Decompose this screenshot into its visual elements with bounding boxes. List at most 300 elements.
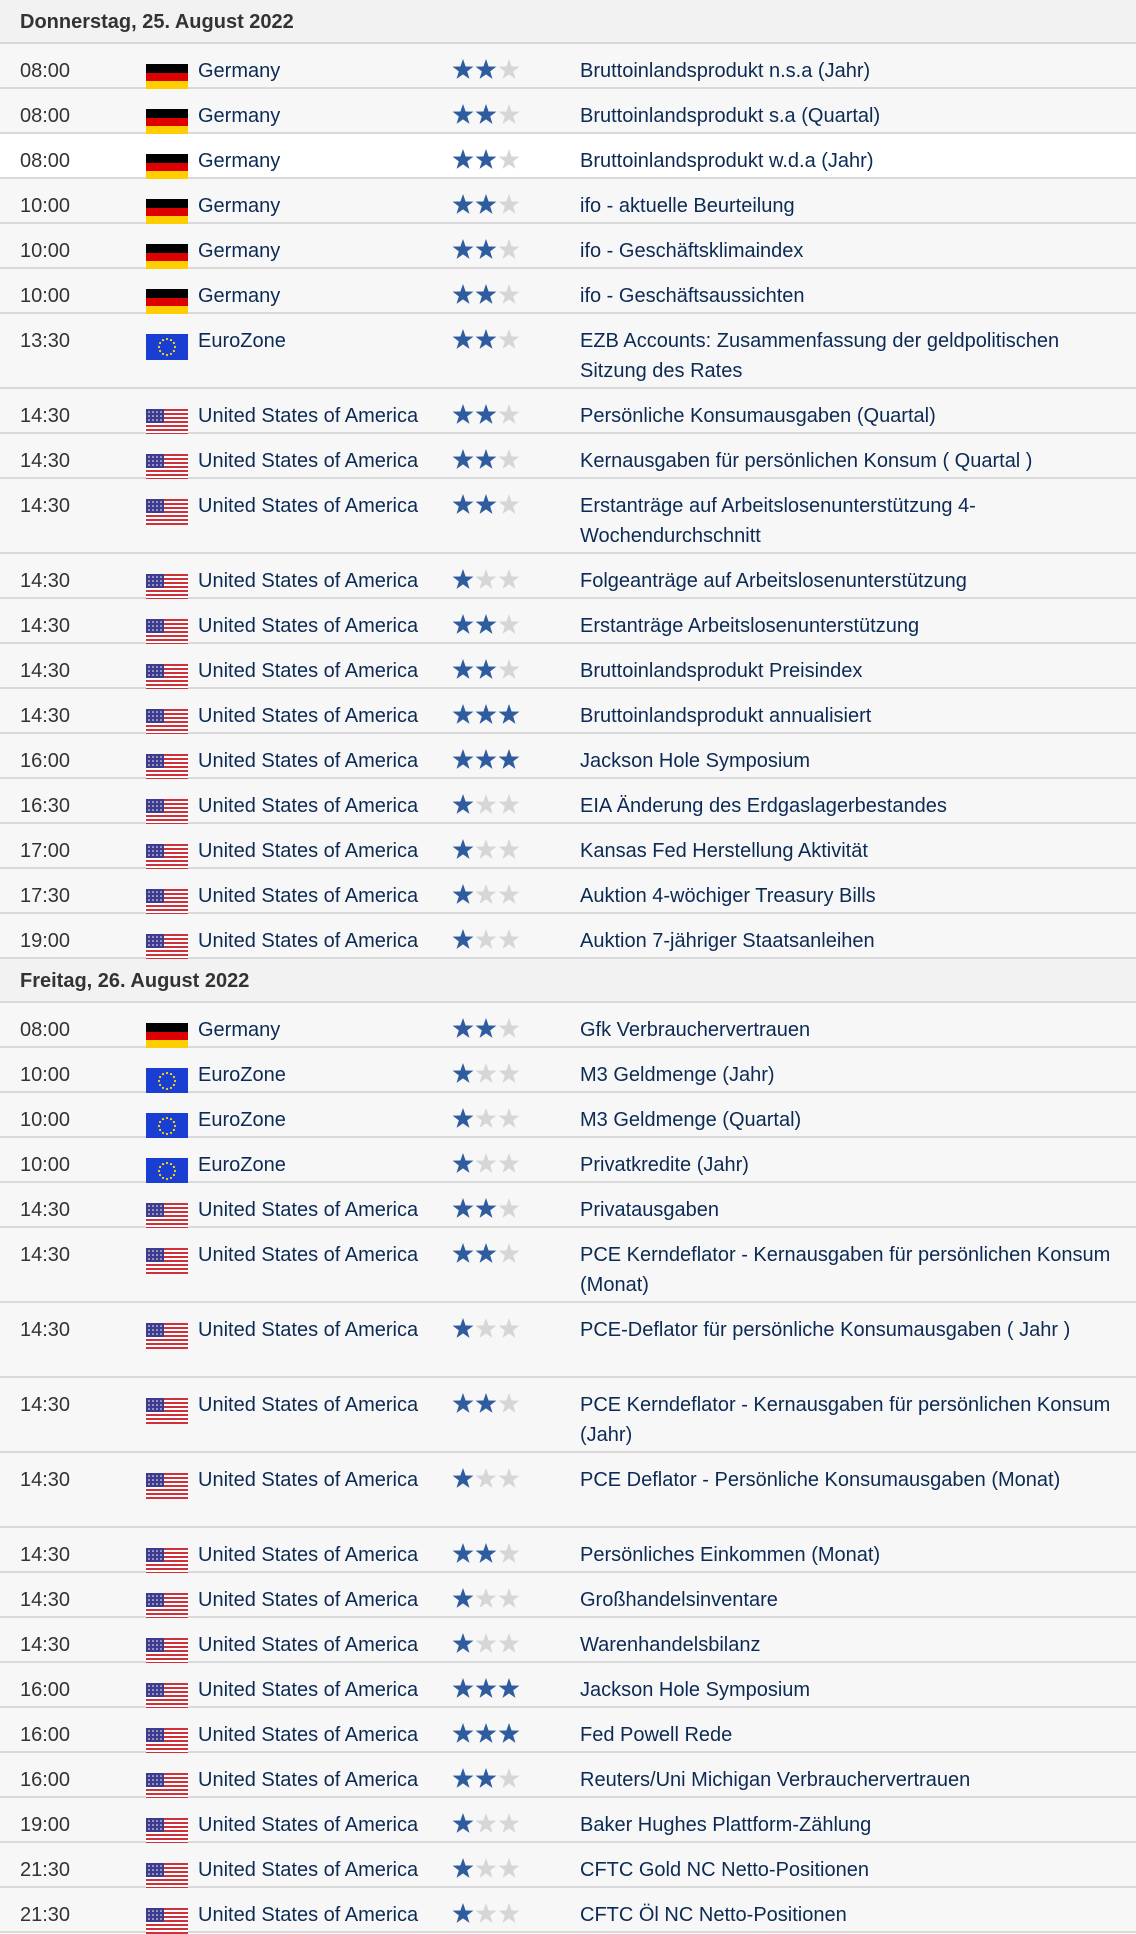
importance-rating (452, 1767, 522, 1791)
star-filled-icon (476, 704, 497, 724)
event-link[interactable]: Privatausgaben (580, 1199, 719, 1221)
event-link[interactable]: Bruttoinlandsprodukt s.a (Quartal) (580, 105, 881, 127)
importance-rating (452, 1632, 522, 1656)
star-filled-icon (476, 749, 497, 769)
us-flag-icon (146, 1638, 188, 1664)
eu-flag-icon (146, 1113, 188, 1139)
table-row[interactable] (0, 824, 1136, 869)
star-filled-icon (453, 749, 474, 769)
star-empty-icon (499, 1633, 520, 1653)
country-link[interactable]: United States of America (198, 885, 419, 907)
star-filled-icon (453, 1393, 474, 1413)
importance-rating (452, 1722, 522, 1746)
de-flag-icon (146, 289, 188, 315)
importance-rating (452, 1242, 522, 1266)
country-link[interactable]: United States of America (198, 570, 419, 592)
country-link[interactable]: Germany (198, 105, 281, 127)
table-row[interactable] (0, 224, 1136, 269)
event-time: 14:30 (20, 405, 71, 427)
table-row[interactable] (0, 779, 1136, 824)
importance-rating (452, 1062, 522, 1086)
star-filled-icon (476, 1768, 497, 1788)
event-link[interactable]: ifo - Geschäftsklimaindex (580, 240, 804, 262)
importance-rating (452, 493, 522, 517)
star-filled-icon (453, 1588, 474, 1608)
star-empty-icon (476, 1153, 497, 1173)
country-link[interactable]: United States of America (198, 750, 419, 772)
us-flag-icon (146, 409, 188, 435)
us-flag-icon (146, 454, 188, 480)
country-link[interactable]: United States of America (198, 1469, 419, 1491)
event-link[interactable]: Baker Hughes Plattform-Zählung (580, 1814, 872, 1836)
importance-rating (452, 793, 522, 817)
importance-rating (452, 403, 522, 427)
star-empty-icon (499, 329, 520, 349)
event-time: 13:30 (20, 330, 71, 352)
event-link[interactable]: Fed Powell Rede (580, 1724, 733, 1746)
star-empty-icon (499, 1063, 520, 1083)
event-time: 14:30 (20, 1199, 71, 1221)
star-filled-icon (453, 1153, 474, 1173)
importance-rating (452, 1857, 522, 1881)
event-time: 14:30 (20, 495, 71, 517)
us-flag-icon (146, 1863, 188, 1889)
table-row[interactable] (0, 1378, 1136, 1453)
de-flag-icon (146, 64, 188, 90)
importance-rating (452, 448, 522, 472)
country-link[interactable]: Germany (198, 60, 281, 82)
star-filled-icon (453, 794, 474, 814)
star-empty-icon (476, 794, 497, 814)
star-empty-icon (499, 1903, 520, 1923)
star-filled-icon (453, 1768, 474, 1788)
star-filled-icon (453, 194, 474, 214)
de-flag-icon (146, 1023, 188, 1049)
star-filled-icon (499, 704, 520, 724)
us-flag-icon (146, 1908, 188, 1934)
star-empty-icon (499, 569, 520, 589)
importance-rating (452, 1587, 522, 1611)
event-time: 14:30 (20, 615, 71, 637)
country-link[interactable]: United States of America (198, 1589, 419, 1611)
star-empty-icon (499, 839, 520, 859)
table-row[interactable] (0, 1003, 1136, 1048)
country-link[interactable]: United States of America (198, 1724, 419, 1746)
star-empty-icon (499, 104, 520, 124)
country-link[interactable]: United States of America (198, 1199, 419, 1221)
importance-rating (452, 1392, 522, 1416)
country-link[interactable]: United States of America (198, 495, 419, 517)
country-link[interactable]: EuroZone (198, 1064, 286, 1086)
star-filled-icon (499, 1678, 520, 1698)
star-filled-icon (476, 1198, 497, 1218)
star-filled-icon (476, 1018, 497, 1038)
event-link[interactable]: PCE Kerndeflator - Kernausgaben für persönlichen Konsum (Monat) (580, 1244, 1111, 1296)
event-link[interactable]: PCE Deflator - Persönliche Konsumausgaben (Monat) (580, 1469, 1061, 1491)
star-empty-icon (499, 884, 520, 904)
importance-rating (452, 568, 522, 592)
star-filled-icon (453, 329, 474, 349)
event-link[interactable]: CFTC Öl NC Netto-Positionen (580, 1904, 847, 1926)
event-link[interactable]: M3 Geldmenge (Quartal) (580, 1109, 802, 1131)
country-link[interactable]: Germany (198, 150, 281, 172)
table-row[interactable] (0, 134, 1136, 179)
star-empty-icon (476, 929, 497, 949)
event-time: 16:30 (20, 795, 71, 817)
importance-rating (452, 838, 522, 862)
event-time: 10:00 (20, 1109, 71, 1131)
star-filled-icon (476, 659, 497, 679)
de-flag-icon (146, 154, 188, 180)
star-filled-icon (453, 569, 474, 589)
event-link[interactable]: Bruttoinlandsprodukt annualisiert (580, 705, 872, 727)
table-row[interactable] (0, 1138, 1136, 1183)
star-empty-icon (499, 1468, 520, 1488)
star-empty-icon (476, 1633, 497, 1653)
table-row[interactable] (0, 1798, 1136, 1843)
star-filled-icon (476, 404, 497, 424)
us-flag-icon (146, 799, 188, 825)
event-link[interactable]: Erstanträge Arbeitslosenunterstützung (580, 615, 920, 637)
country-link[interactable]: United States of America (198, 930, 419, 952)
importance-rating (452, 928, 522, 952)
table-row[interactable] (0, 89, 1136, 134)
importance-rating (452, 328, 522, 352)
table-row[interactable] (0, 44, 1136, 89)
country-link[interactable]: United States of America (198, 660, 419, 682)
event-link[interactable]: Privatkredite (Jahr) (580, 1154, 749, 1176)
event-time: 14:30 (20, 1634, 71, 1656)
importance-rating (452, 1017, 522, 1041)
event-link[interactable]: Kernausgaben für persönlichen Konsum ( Quartal ) (580, 450, 1033, 472)
country-link[interactable]: Germany (198, 240, 281, 262)
event-time: 14:30 (20, 660, 71, 682)
event-link[interactable]: PCE Kerndeflator - Kernausgaben für persönlichen Konsum (Jahr) (580, 1394, 1111, 1446)
event-link[interactable]: Bruttoinlandsprodukt w.d.a (Jahr) (580, 150, 874, 172)
star-empty-icon (499, 1543, 520, 1563)
star-filled-icon (453, 884, 474, 904)
star-filled-icon (476, 614, 497, 634)
table-row[interactable] (0, 389, 1136, 434)
star-empty-icon (499, 494, 520, 514)
star-empty-icon (476, 1318, 497, 1338)
star-empty-icon (476, 1903, 497, 1923)
importance-rating (452, 1317, 522, 1341)
event-link[interactable]: CFTC Gold NC Netto-Positionen (580, 1859, 869, 1881)
star-empty-icon (499, 1243, 520, 1263)
event-link[interactable]: Reuters/Uni Michigan Verbrauchervertrauen (580, 1769, 971, 1791)
table-row[interactable] (0, 479, 1136, 554)
event-link[interactable]: EIA Änderung des Erdgaslagerbestandes (580, 795, 947, 817)
star-empty-icon (499, 1588, 520, 1608)
star-filled-icon (453, 284, 474, 304)
star-filled-icon (476, 284, 497, 304)
star-filled-icon (476, 449, 497, 469)
importance-rating (452, 1542, 522, 1566)
event-link[interactable]: M3 Geldmenge (Jahr) (580, 1064, 775, 1086)
importance-rating (452, 238, 522, 262)
star-empty-icon (499, 404, 520, 424)
event-time: 14:30 (20, 1544, 71, 1566)
star-empty-icon (499, 929, 520, 949)
table-row[interactable] (0, 1528, 1136, 1573)
country-link[interactable]: United States of America (198, 1859, 419, 1881)
event-time: 14:30 (20, 1469, 71, 1491)
country-link[interactable]: United States of America (198, 1679, 419, 1701)
event-link[interactable]: Auktion 4-wöchiger Treasury Bills (580, 885, 876, 907)
star-filled-icon (453, 1063, 474, 1083)
country-link[interactable]: United States of America (198, 1244, 419, 1266)
star-filled-icon (453, 494, 474, 514)
country-link[interactable]: EuroZone (198, 1109, 286, 1131)
star-empty-icon (476, 884, 497, 904)
event-link[interactable]: ifo - aktuelle Beurteilung (580, 195, 795, 217)
event-time: 14:30 (20, 705, 71, 727)
star-filled-icon (453, 1678, 474, 1698)
country-link[interactable]: United States of America (198, 1814, 419, 1836)
importance-rating (452, 283, 522, 307)
us-flag-icon (146, 844, 188, 870)
star-filled-icon (453, 1858, 474, 1878)
us-flag-icon (146, 574, 188, 600)
event-time: 14:30 (20, 1589, 71, 1611)
us-flag-icon (146, 709, 188, 735)
event-time: 16:00 (20, 1724, 71, 1746)
star-empty-icon (499, 59, 520, 79)
event-time: 16:00 (20, 1769, 71, 1791)
importance-rating (452, 148, 522, 172)
table-row[interactable] (0, 314, 1136, 389)
star-empty-icon (499, 1153, 520, 1173)
event-time: 17:00 (20, 840, 71, 862)
country-link[interactable]: United States of America (198, 795, 419, 817)
table-row[interactable] (0, 869, 1136, 914)
country-link[interactable]: United States of America (198, 1769, 419, 1791)
table-row[interactable] (0, 1663, 1136, 1708)
event-link[interactable]: Großhandelsinventare (580, 1589, 778, 1611)
country-link[interactable]: United States of America (198, 1319, 419, 1341)
star-filled-icon (453, 1468, 474, 1488)
event-time: 08:00 (20, 1019, 71, 1041)
table-row[interactable] (0, 1183, 1136, 1228)
star-empty-icon (499, 794, 520, 814)
table-row[interactable] (0, 1228, 1136, 1303)
day-header: Donnerstag, 25. August 2022 (0, 0, 1136, 44)
de-flag-icon (146, 109, 188, 135)
country-link[interactable]: United States of America (198, 840, 419, 862)
us-flag-icon (146, 889, 188, 915)
table-row[interactable] (0, 179, 1136, 224)
table-row[interactable] (0, 1093, 1136, 1138)
star-filled-icon (453, 659, 474, 679)
event-link[interactable]: Bruttoinlandsprodukt n.s.a (Jahr) (580, 60, 871, 82)
table-row[interactable] (0, 644, 1136, 689)
us-flag-icon (146, 754, 188, 780)
event-time: 14:30 (20, 1394, 71, 1416)
event-link[interactable]: Jackson Hole Symposium (580, 1679, 811, 1701)
star-empty-icon (499, 1768, 520, 1788)
star-empty-icon (499, 1393, 520, 1413)
star-empty-icon (499, 614, 520, 634)
country-link[interactable]: EuroZone (198, 330, 286, 352)
star-empty-icon (499, 659, 520, 679)
star-empty-icon (476, 1858, 497, 1878)
table-row[interactable] (0, 1843, 1136, 1888)
importance-rating (452, 1197, 522, 1221)
star-filled-icon (453, 1198, 474, 1218)
star-empty-icon (476, 1813, 497, 1833)
us-flag-icon (146, 1593, 188, 1619)
event-time: 14:30 (20, 570, 71, 592)
country-link[interactable]: EuroZone (198, 1154, 286, 1176)
us-flag-icon (146, 1203, 188, 1229)
event-link[interactable]: Bruttoinlandsprodukt Preisindex (580, 660, 863, 682)
star-filled-icon (499, 1723, 520, 1743)
star-filled-icon (453, 104, 474, 124)
importance-rating (452, 1467, 522, 1491)
star-filled-icon (453, 1018, 474, 1038)
star-filled-icon (476, 1543, 497, 1563)
table-row[interactable] (0, 554, 1136, 599)
us-flag-icon (146, 1473, 188, 1499)
table-row[interactable] (0, 1573, 1136, 1618)
table-row[interactable] (0, 1618, 1136, 1663)
star-filled-icon (453, 1813, 474, 1833)
table-row[interactable] (0, 599, 1136, 644)
star-filled-icon (476, 104, 497, 124)
us-flag-icon (146, 1248, 188, 1274)
star-filled-icon (453, 404, 474, 424)
event-time: 10:00 (20, 1064, 71, 1086)
event-time: 21:30 (20, 1904, 71, 1926)
table-row[interactable] (0, 1753, 1136, 1798)
event-link[interactable]: ifo - Geschäftsaussichten (580, 285, 805, 307)
country-link[interactable]: United States of America (198, 1544, 419, 1566)
us-flag-icon (146, 1683, 188, 1709)
us-flag-icon (146, 1323, 188, 1349)
event-link[interactable]: Persönliche Konsumausgaben (Quartal) (580, 405, 936, 427)
event-time: 19:00 (20, 930, 71, 952)
star-filled-icon (476, 194, 497, 214)
country-link[interactable]: United States of America (198, 450, 419, 472)
table-row[interactable] (0, 914, 1136, 959)
star-empty-icon (499, 1018, 520, 1038)
star-filled-icon (476, 1393, 497, 1413)
importance-rating (452, 1902, 522, 1926)
event-link[interactable]: Erstanträge auf Arbeitslosenunterstützung 4-Wochendurchschnitt (580, 495, 976, 547)
event-time: 16:00 (20, 1679, 71, 1701)
importance-rating (452, 193, 522, 217)
star-empty-icon (476, 1063, 497, 1083)
event-time: 10:00 (20, 285, 71, 307)
event-time: 17:30 (20, 885, 71, 907)
country-link[interactable]: United States of America (198, 615, 419, 637)
table-row[interactable] (0, 1888, 1136, 1933)
table-row[interactable] (0, 1708, 1136, 1753)
event-time: 14:30 (20, 1244, 71, 1266)
event-time: 08:00 (20, 60, 71, 82)
table-row[interactable] (0, 434, 1136, 479)
star-empty-icon (476, 1108, 497, 1128)
table-row[interactable] (0, 269, 1136, 314)
table-row[interactable] (0, 689, 1136, 734)
star-empty-icon (499, 449, 520, 469)
star-filled-icon (476, 239, 497, 259)
event-link[interactable]: Gfk Verbrauchervertrauen (580, 1019, 811, 1041)
star-empty-icon (499, 1198, 520, 1218)
event-link[interactable]: Folgeanträge auf Arbeitslosenunterstützung (580, 570, 967, 592)
us-flag-icon (146, 664, 188, 690)
star-filled-icon (476, 1723, 497, 1743)
event-link[interactable]: Warenhandelsbilanz (580, 1634, 761, 1656)
us-flag-icon (146, 1818, 188, 1844)
star-filled-icon (476, 149, 497, 169)
importance-rating (452, 1812, 522, 1836)
star-empty-icon (499, 1858, 520, 1878)
star-filled-icon (453, 449, 474, 469)
star-filled-icon (453, 1903, 474, 1923)
country-link[interactable]: United States of America (198, 1634, 419, 1656)
table-row[interactable] (0, 1453, 1136, 1528)
table-row[interactable] (0, 1048, 1136, 1093)
star-empty-icon (476, 569, 497, 589)
star-filled-icon (476, 59, 497, 79)
event-time: 08:00 (20, 105, 71, 127)
star-empty-icon (499, 1108, 520, 1128)
country-link[interactable]: United States of America (198, 1394, 419, 1416)
country-link[interactable]: Germany (198, 1019, 281, 1041)
event-link[interactable]: EZB Accounts: Zusammenfassung der geldpolitischen Sitzung des Rates (580, 330, 1060, 382)
event-time: 14:30 (20, 450, 71, 472)
event-time: 10:00 (20, 240, 71, 262)
star-filled-icon (453, 839, 474, 859)
star-empty-icon (499, 194, 520, 214)
star-filled-icon (453, 929, 474, 949)
star-filled-icon (453, 1723, 474, 1743)
star-empty-icon (499, 1318, 520, 1338)
event-time: 14:30 (20, 1319, 71, 1341)
event-time: 10:00 (20, 1154, 71, 1176)
table-row[interactable] (0, 1303, 1136, 1378)
star-filled-icon (453, 149, 474, 169)
event-link[interactable]: Jackson Hole Symposium (580, 750, 811, 772)
star-empty-icon (499, 149, 520, 169)
star-empty-icon (476, 839, 497, 859)
country-link[interactable]: United States of America (198, 405, 419, 427)
star-filled-icon (453, 1108, 474, 1128)
star-empty-icon (499, 239, 520, 259)
star-filled-icon (453, 1318, 474, 1338)
event-link[interactable]: Persönliches Einkommen (Monat) (580, 1544, 881, 1566)
us-flag-icon (146, 1398, 188, 1424)
event-link[interactable]: Kansas Fed Herstellung Aktivität (580, 840, 868, 862)
eu-flag-icon (146, 334, 188, 360)
importance-rating (452, 103, 522, 127)
star-empty-icon (476, 1468, 497, 1488)
country-link[interactable]: Germany (198, 195, 281, 217)
country-link[interactable]: United States of America (198, 1904, 419, 1926)
country-link[interactable]: Germany (198, 285, 281, 307)
country-link[interactable]: United States of America (198, 705, 419, 727)
event-time: 19:00 (20, 1814, 71, 1836)
event-link[interactable]: PCE-Deflator für persönliche Konsumausgaben ( Jahr ) (580, 1319, 1071, 1341)
importance-rating (452, 1107, 522, 1131)
star-filled-icon (453, 59, 474, 79)
event-link[interactable]: Auktion 7-jähriger Staatsanleihen (580, 930, 875, 952)
event-time: 08:00 (20, 150, 71, 172)
table-row[interactable] (0, 734, 1136, 779)
star-filled-icon (476, 1678, 497, 1698)
